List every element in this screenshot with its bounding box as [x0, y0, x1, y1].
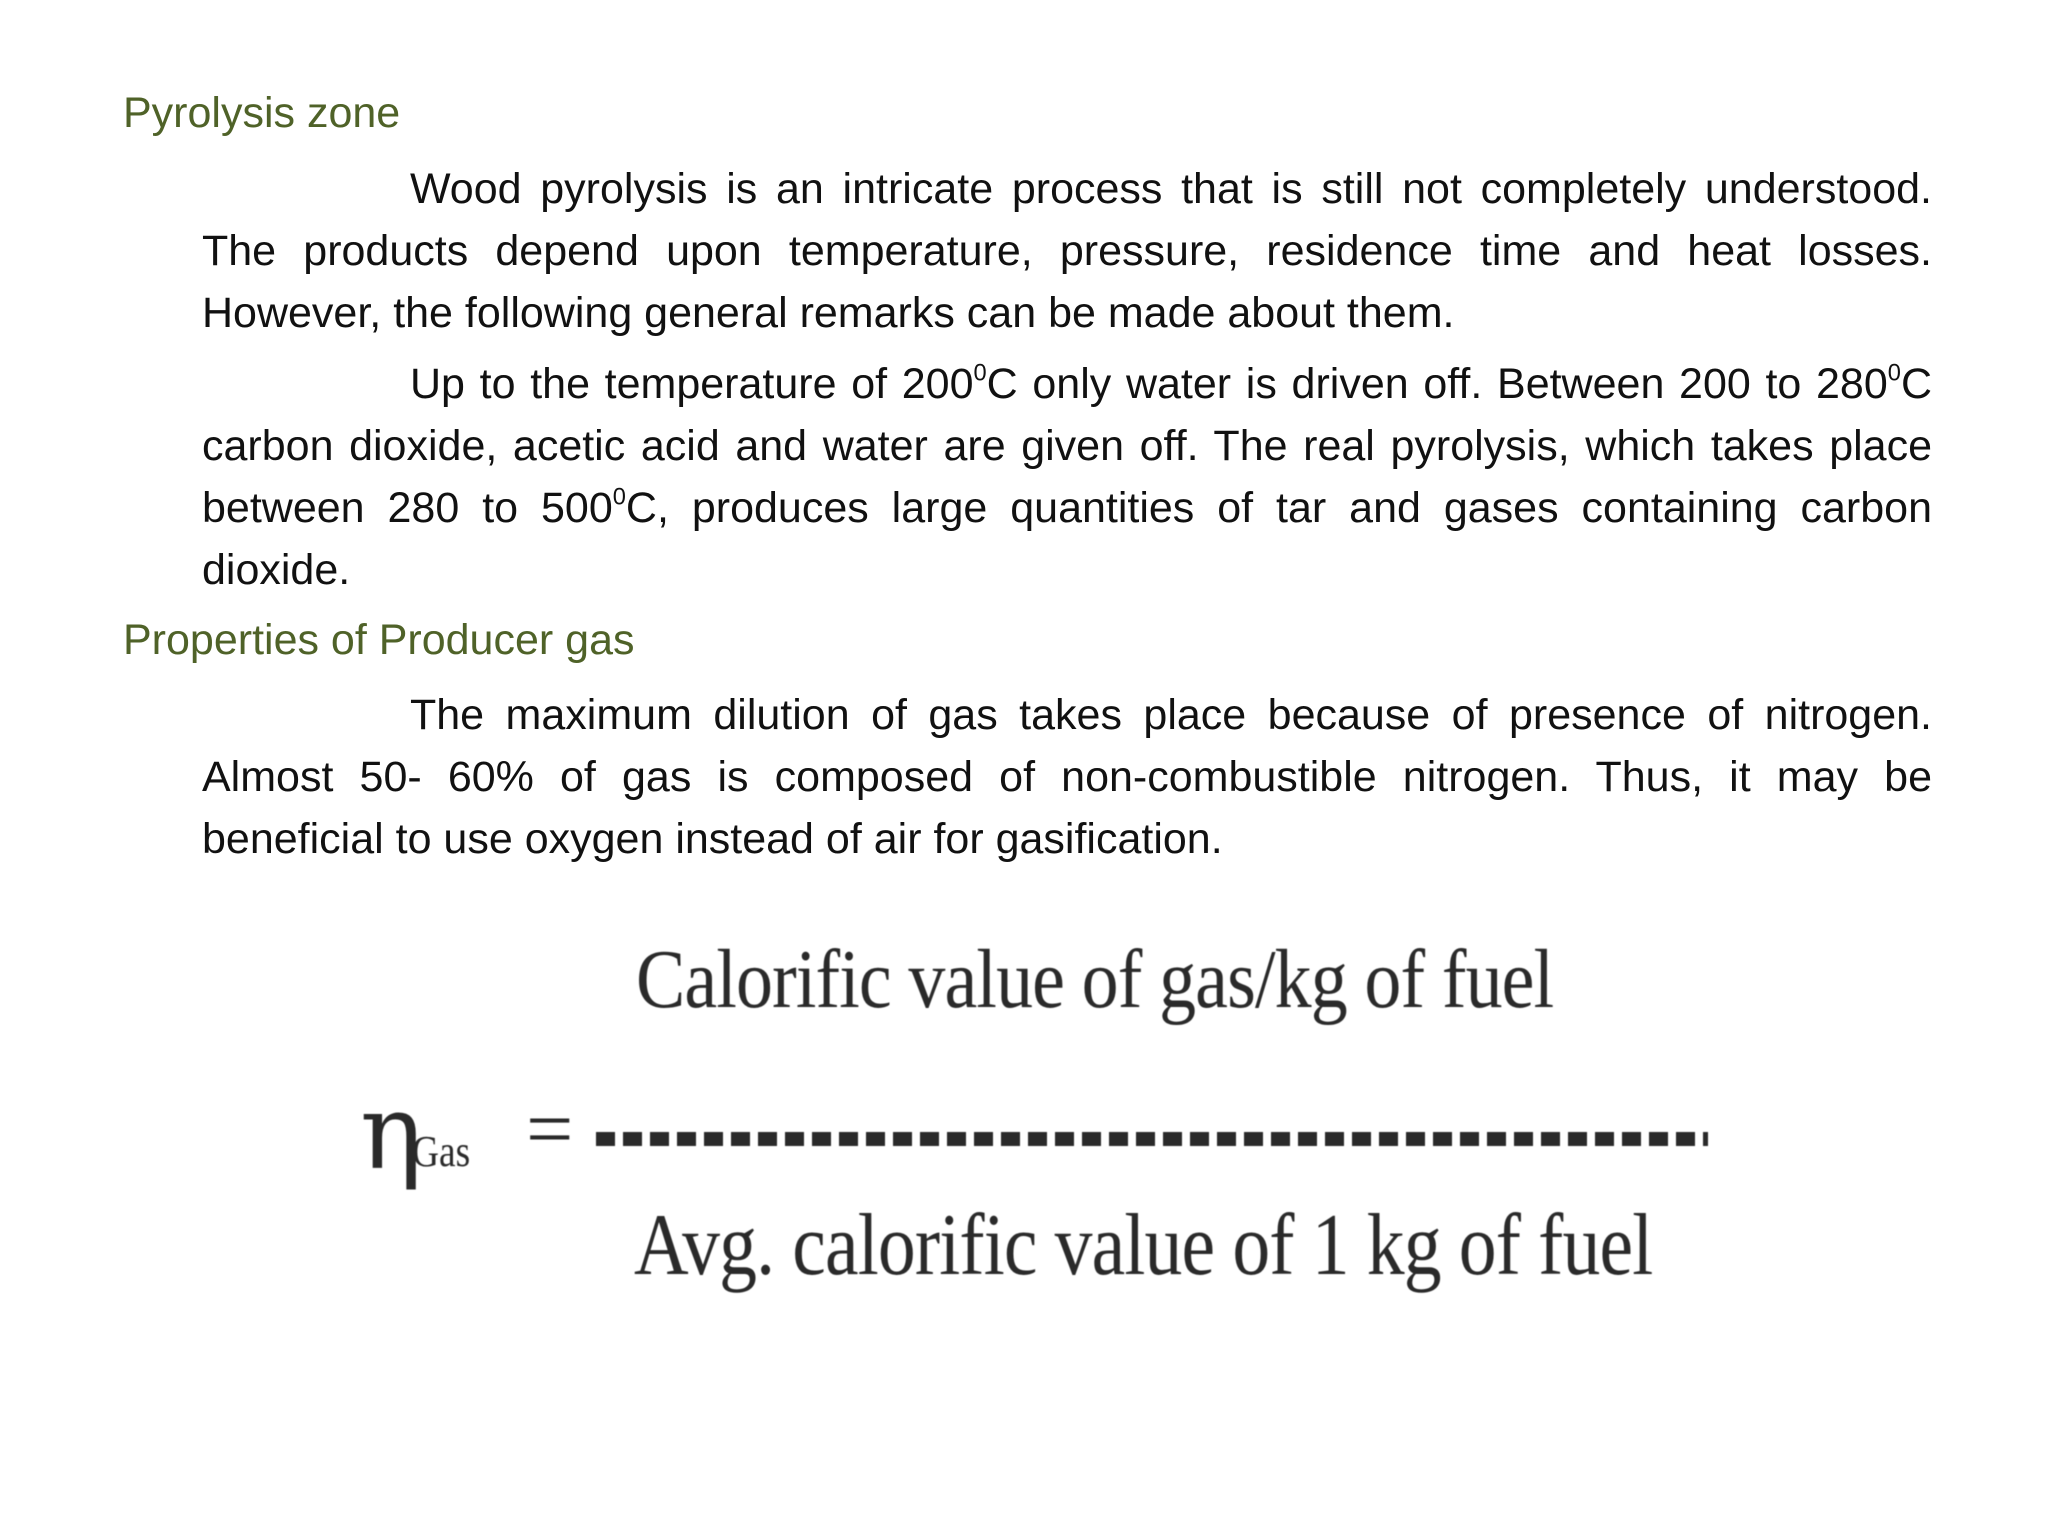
paragraph-dilution: The maximum dilution of gas takes place because of presence of nitrogen. Almost 50- 60% of gas is composed of non-combustible nitrogen. Thus, it may be beneficial to use oxygen instead of air for gasification. — [202, 691, 1932, 863]
superscript-degree: 0 — [612, 484, 626, 511]
paragraph-temperature-stages — [202, 353, 1932, 601]
heading-pyrolysis-zone: Pyrolysis zone — [123, 89, 401, 137]
text-run: C only water is driven off. Between 200 to 280 — [986, 360, 1888, 408]
formula-numerator: Calorific value of gas/kg of fuel — [636, 933, 1554, 1026]
heading-properties-producer-gas: Properties of Producer gas — [123, 616, 635, 664]
formula-denominator: Avg. calorific value of 1 kg of fuel — [634, 1197, 1653, 1294]
formula-fraction-bar — [596, 1132, 1708, 1146]
superscript-degree: 0 — [973, 360, 987, 387]
paragraph-wood-pyrolysis: Wood pyrolysis is an intricate process that is still not completely understood. The products depend upon temperature, pressure, residence time and heat losses. However, the following general remarks can be made about them. — [202, 165, 1932, 337]
formula-eta-subscript: Gas — [412, 1127, 471, 1176]
text-run: Up to the temperature of 200 — [410, 360, 974, 408]
text-run: C carbon dioxide, acetic acid and water are given off. The real pyrolysis, which takes place between 280 to 500 — [202, 360, 1932, 532]
text-run: C, produces large quantities of tar and gases containing carbon dioxide. — [202, 484, 1932, 594]
formula-equals-sign: = — [526, 1083, 574, 1176]
superscript-degree: 0 — [1887, 360, 1901, 387]
formula-eta-symbol: η — [360, 1071, 423, 1193]
